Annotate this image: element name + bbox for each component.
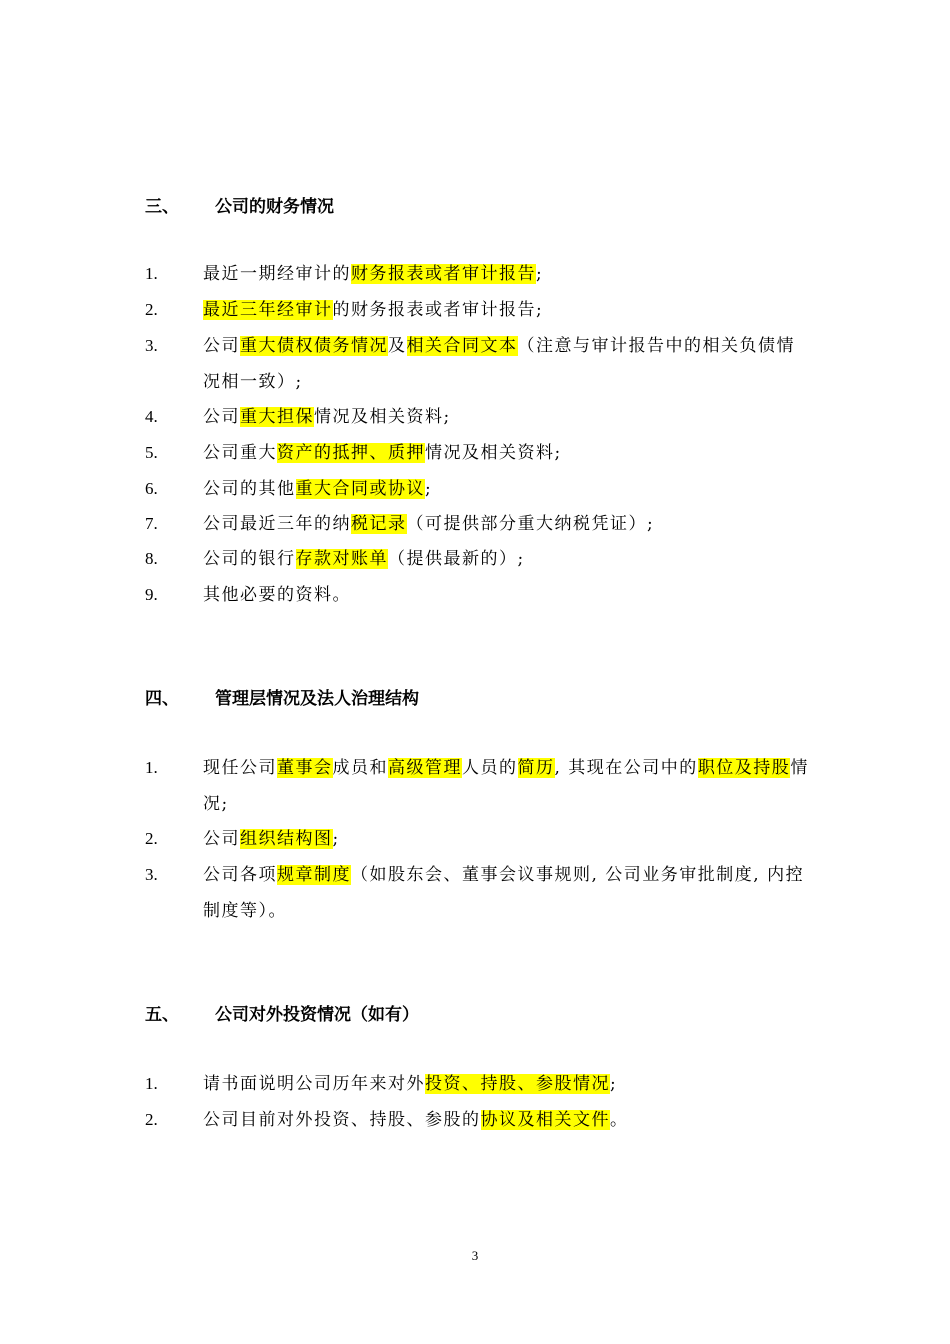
highlighted-text: 重大债权债务情况 xyxy=(240,336,388,356)
text-run: 现任公司 xyxy=(203,758,277,778)
highlighted-text: 最近三年经审计 xyxy=(203,300,333,320)
highlighted-text: 重大合同或协议 xyxy=(295,479,425,499)
item-text xyxy=(203,821,810,857)
item-text xyxy=(203,750,810,822)
item-text xyxy=(203,399,810,435)
list-item xyxy=(145,577,810,613)
item-text xyxy=(203,857,810,929)
list-item xyxy=(145,857,810,929)
section-heading-3 xyxy=(145,195,334,219)
text-run: 公司最近三年的纳 xyxy=(203,514,351,534)
item-text xyxy=(203,435,810,471)
item-number: 8. xyxy=(145,549,158,568)
text-run: 公司的银行 xyxy=(203,549,296,569)
list-item xyxy=(145,506,810,542)
text-run: ; xyxy=(610,1074,618,1094)
item-number: 5. xyxy=(145,443,158,462)
text-run: 情况及相关资料; xyxy=(314,407,451,427)
item-number: 2. xyxy=(145,829,158,848)
list-item xyxy=(145,821,810,857)
text-run: , 其现在公司中的 xyxy=(554,758,698,778)
item-number: 1. xyxy=(145,758,158,777)
item-number: 1. xyxy=(145,1074,158,1093)
highlighted-text: 税记录 xyxy=(351,514,407,534)
text-run: （注意与审计报告中的相关负债情况相一致）; xyxy=(203,336,795,392)
list-item xyxy=(145,256,810,292)
text-run: 。 xyxy=(610,1110,629,1130)
item-text xyxy=(203,292,810,328)
list-item xyxy=(145,1102,810,1138)
list-item xyxy=(145,328,810,400)
list-item xyxy=(145,399,810,435)
text-run: 公司目前对外投资、持股、参股的 xyxy=(203,1110,481,1130)
section-title: 管理层情况及法人治理结构 xyxy=(215,689,419,709)
text-run: 其他必要的资料。 xyxy=(203,585,351,605)
text-run: （提供最新的）; xyxy=(388,549,525,569)
item-number: 9. xyxy=(145,585,158,604)
text-run: ; xyxy=(425,479,433,499)
list-item xyxy=(145,541,810,577)
item-number: 3. xyxy=(145,865,158,884)
item-text xyxy=(203,506,810,542)
text-run: 情况; xyxy=(203,758,809,814)
highlighted-text: 财务报表或者审计报告 xyxy=(351,264,536,284)
item-number: 1. xyxy=(145,264,158,283)
section-heading-4 xyxy=(145,687,419,711)
item-text xyxy=(203,541,810,577)
item-number: 3. xyxy=(145,336,158,355)
page-number: 3 xyxy=(471,1248,479,1263)
list-item xyxy=(145,292,810,328)
item-text xyxy=(203,1066,810,1102)
text-run: （可提供部分重大纳税凭证）; xyxy=(406,514,655,534)
text-run: 请书面说明公司历年来对外 xyxy=(203,1074,425,1094)
text-run: 公司重大 xyxy=(203,443,277,463)
section-number: 四、 xyxy=(145,689,179,709)
text-run: （如股东会、董事会议事规则, 公司业务审批制度, 内控制度等）。 xyxy=(203,865,805,921)
text-run: 公司 xyxy=(203,407,240,427)
section-heading-5 xyxy=(145,1003,419,1027)
text-run: ; xyxy=(332,829,340,849)
text-run: 人员的 xyxy=(462,758,518,778)
highlighted-text: 简历 xyxy=(517,758,555,778)
text-run: 最近一期经审计的 xyxy=(203,264,351,284)
item-text xyxy=(203,1102,810,1138)
item-number: 7. xyxy=(145,514,158,533)
item-text xyxy=(203,328,810,400)
highlighted-text: 规章制度 xyxy=(277,865,351,885)
highlighted-text: 重大担保 xyxy=(240,407,314,427)
text-run: 公司 xyxy=(203,336,240,356)
item-number: 4. xyxy=(145,407,158,426)
section-title: 公司对外投资情况（如有） xyxy=(215,1005,419,1025)
highlighted-text: 职位及持股 xyxy=(697,758,791,778)
text-run: 公司的其他 xyxy=(203,479,296,499)
text-run: 及 xyxy=(388,336,407,356)
highlighted-text: 协议及相关文件 xyxy=(480,1110,610,1130)
text-run: 的财务报表或者审计报告; xyxy=(332,300,544,320)
highlighted-text: 存款对账单 xyxy=(295,549,388,569)
item-number: 6. xyxy=(145,479,158,498)
list-item xyxy=(145,471,810,507)
text-run: 公司各项 xyxy=(203,865,277,885)
list-item xyxy=(145,435,810,471)
highlighted-text: 资产的抵押、质押 xyxy=(277,443,425,463)
item-number: 2. xyxy=(145,300,158,319)
text-run: 成员和 xyxy=(332,758,388,778)
item-text xyxy=(203,471,810,507)
text-run: 情况及相关资料; xyxy=(425,443,562,463)
text-run: ; xyxy=(536,264,544,284)
highlighted-text: 组织结构图 xyxy=(240,829,333,849)
section-number: 五、 xyxy=(145,1005,179,1025)
section-number: 三、 xyxy=(145,197,179,217)
highlighted-text: 相关合同文本 xyxy=(406,336,518,356)
highlighted-text: 高级管理 xyxy=(388,758,462,778)
section-title: 公司的财务情况 xyxy=(215,197,334,217)
item-text xyxy=(203,256,810,292)
text-run: 公司 xyxy=(203,829,240,849)
highlighted-text: 投资、持股、参股情况 xyxy=(425,1074,610,1094)
highlighted-text: 董事会 xyxy=(277,758,333,778)
list-item xyxy=(145,750,810,822)
item-number: 2. xyxy=(145,1110,158,1129)
item-text xyxy=(203,577,810,613)
list-item xyxy=(145,1066,810,1102)
